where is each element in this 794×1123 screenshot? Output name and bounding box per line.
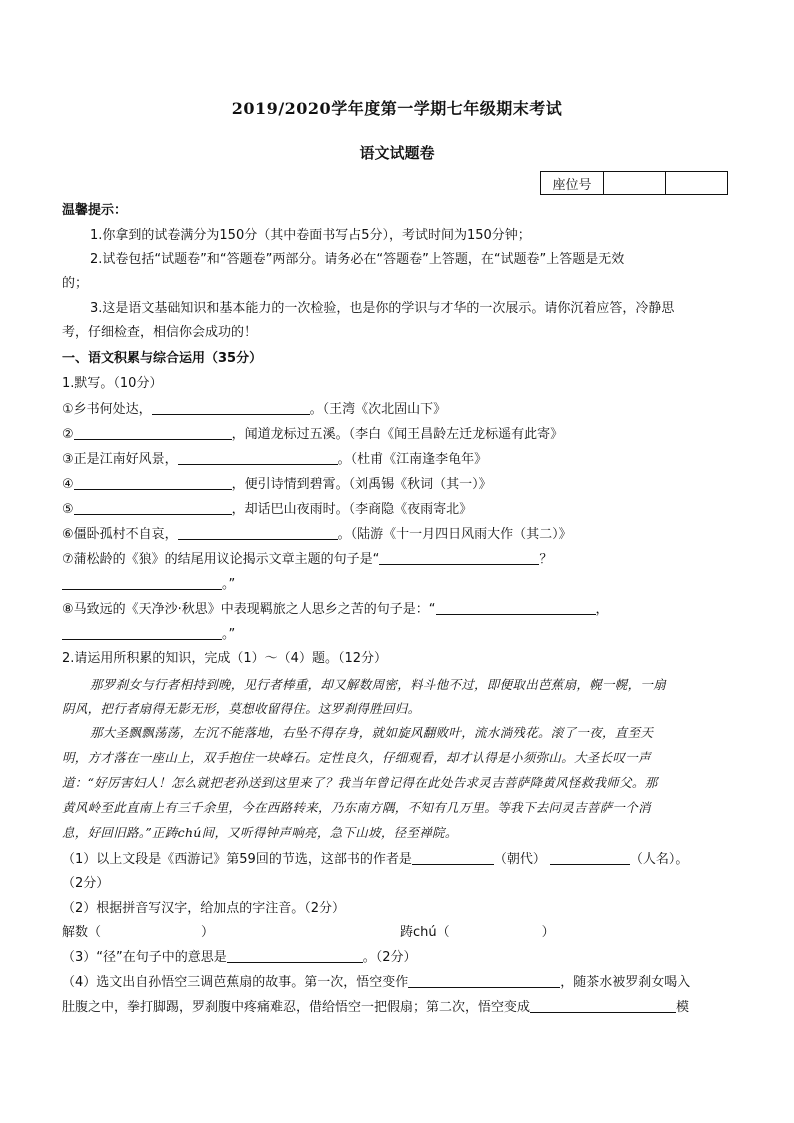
q1-line-5 [62,500,732,519]
q2-sub-2-items [62,924,732,942]
q2-sub-2: （2）根据拼音写汉字，给加点的字注音。（2分） [62,901,346,916]
q1-line-2-text-a: ② [62,427,74,442]
q2-sub-3-text-b: 。（2分） [362,950,417,965]
seat-number-table [540,171,728,195]
q1-line-7-text-b: ？ [539,552,553,567]
q1-blank-7b[interactable] [62,575,222,590]
passage-p2-line-5: 息，好回旧路。”正踌chú间，又听得钟声响亮，急下山坡，径至禅院。 [62,825,458,840]
q1-line-8-text-a: ⑧马致远的《天净沙·秋思》中表现羁旅之人思乡之苦的句子是：“ [62,602,436,617]
q2-sub-4-text-a: （4）选文出自孙悟空三调芭蕉扇的故事。第一次，悟空变作 [62,975,409,990]
q2-sub-4-text-c: 肚腹之中，拳打脚踢，罗刹腹中疼痛难忍，借给悟空一把假扇；第二次，悟空变成 [62,1000,531,1015]
q1-line-3 [62,450,732,469]
q2-sub-1 [62,850,732,869]
tip-item-2-cont: 的； [62,276,89,291]
q1-line-1 [62,400,732,419]
passage-p1-line-1: 那罗刹女与行者相持到晚，见行者棒重，却又解数周密，料斗他不过，即便取出芭蕉扇，幌一幌，一扇 [90,677,667,692]
q1-line-2 [62,425,732,444]
q1-line-6 [62,525,732,544]
q1-line-7 [62,550,732,569]
q1-stem: 1.默写。（10分） [62,376,163,391]
q2-sub-1-text-c: （人名）。 [629,852,689,867]
tip-item-3-cont: 考，仔细检查，相信你会成功的！ [62,325,258,340]
q1-line-3-text-a: ③正是江南好风景， [62,452,178,467]
q1-line-5-text-b: ，却话巴山夜雨时。（李商隐《夜雨寄北》 [231,502,473,517]
q1-blank-4[interactable] [74,475,232,490]
passage-p1-line-2: 阴风，把行者扇得无影无形，莫想收留得住。这罗刹得胜回归。 [62,701,421,716]
q1-blank-8b[interactable] [62,625,222,640]
passage-p2-line-4: 黄风岭至此直南上有三千余里，今在西路转来，乃东南方隅，不知有几万里。等我下去问灵吉菩萨一个消 [62,800,651,815]
passage-p2-line-2: 明，方才落在一座山上，双手抱住一块峰石。定性良久，仔细观看，却才认得是小须弥山。大圣长叹一声 [62,750,651,765]
q1-line-1-text-a: ①乡书何处达， [62,402,152,417]
q1-line-8-cont [62,625,732,644]
q2-paren-close-1: ） [201,925,215,940]
q1-blank-2[interactable] [74,425,232,440]
q1-line-8-text-b: ， [595,602,609,617]
q1-line-4-text-a: ④ [62,477,74,492]
section-1-heading: 一、语文积累与综合运用（35分） [62,351,263,366]
q2-word-jieshu: 解数（ [62,925,102,940]
q1-line-1-text-b: 。（王湾《次北固山下》 [309,402,447,417]
tip-item-2: 2.试卷包括“试题卷”和“答题卷”两部分。请务必在“答题卷”上答题，在“试题卷”上答题是无效 [90,252,625,267]
q2-sub-4-text-d: 模 [676,1000,690,1015]
q1-blank-8a[interactable] [436,600,596,615]
seat-number-box-1[interactable] [604,172,666,195]
tip-item-1: 1.你拿到的试卷满分为150分（其中卷面书写占5分），考试时间为150分钟； [90,228,531,243]
q2-sub-3-text-a: （3）“径”在句子中的意思是 [62,950,227,965]
q2-blank-dynasty[interactable] [412,850,494,865]
q2-sub-4-text-b: ，随茶水被罗刹女喝入 [560,975,691,990]
q2-blank-transform-2[interactable] [530,998,676,1013]
exam-subtitle: 语文试题卷 [359,144,435,162]
seat-number-label: 座位号 [541,172,604,195]
q1-line-4-text-b: ，便引诗情到碧霄。（刘禹锡《秋词（其一）》 [231,477,492,492]
passage-p2-line-1: 那大圣飘飘荡荡，左沉不能落地，右坠不得存身，就如旋风翻败叶，流水淌残花。滚了一夜，直至天 [90,725,654,740]
q2-sub-3 [62,948,732,967]
q2-blank-jing[interactable] [227,948,363,963]
q2-blank-transform-1[interactable] [408,973,560,988]
passage-p2-line-3: 道：“好厉害妇人！怎么就把老孙送到这里来了？我当年曾记得在此处告求灵吉菩萨降黄风怪救我师父。那 [62,775,658,790]
q1-blank-5[interactable] [74,500,232,515]
q2-sub-1-text-b: （朝代） [493,852,546,867]
q2-stem: 2.请运用所积累的知识，完成（1）～（4）题。（12分） [62,651,387,666]
q1-blank-6[interactable] [178,525,338,540]
q1-line-2-text-b: ，闻道龙标过五溪。（李白《闻王昌龄左迁龙标遥有此寄》 [231,427,564,442]
tips-heading: 温馨提示： [62,203,128,218]
q2-sub-1-score: （2分） [62,876,110,891]
q1-blank-7a[interactable] [379,550,539,565]
q2-sub-4 [62,973,732,992]
seat-number-box-2[interactable] [666,172,728,195]
q1-blank-1[interactable] [152,400,310,415]
exam-title: 2019/2020学年度第一学期七年级期末考试 [231,99,563,118]
q1-line-3-text-b: 。（杜甫《江南逢李龟年》 [337,452,488,467]
q1-line-6-text-b: 。（陆游《十一月四日风雨大作（其二）》 [337,527,572,542]
q2-blank-author[interactable] [550,850,630,865]
tip-item-3: 3.这是语文基础知识和基本能力的一次检验，也是你的学识与才华的一次展示。请你沉着应答，冷静思 [90,301,675,316]
q2-sub-1-text-a: （1）以上文段是《西游记》第59回的节选，这部书的作者是 [62,852,412,867]
q2-word-chouchu: 踌chú（ [400,925,450,940]
q1-line-7-text-a: ⑦蒲松龄的《狼》的结尾用议论揭示文章主题的句子是“ [62,552,380,567]
q1-line-8 [62,600,732,619]
q1-line-5-text-a: ⑤ [62,502,74,517]
q2-paren-close-2: ） [541,925,555,940]
q1-line-6-text-a: ⑥僵卧孤村不自哀， [62,527,178,542]
q2-sub-4-cont [62,998,732,1017]
q1-line-7-cont [62,575,732,594]
q1-line-4 [62,475,732,494]
q1-line-8-text-c: 。” [222,627,236,642]
q1-line-7-text-c: 。” [222,577,236,592]
q1-blank-3[interactable] [178,450,338,465]
